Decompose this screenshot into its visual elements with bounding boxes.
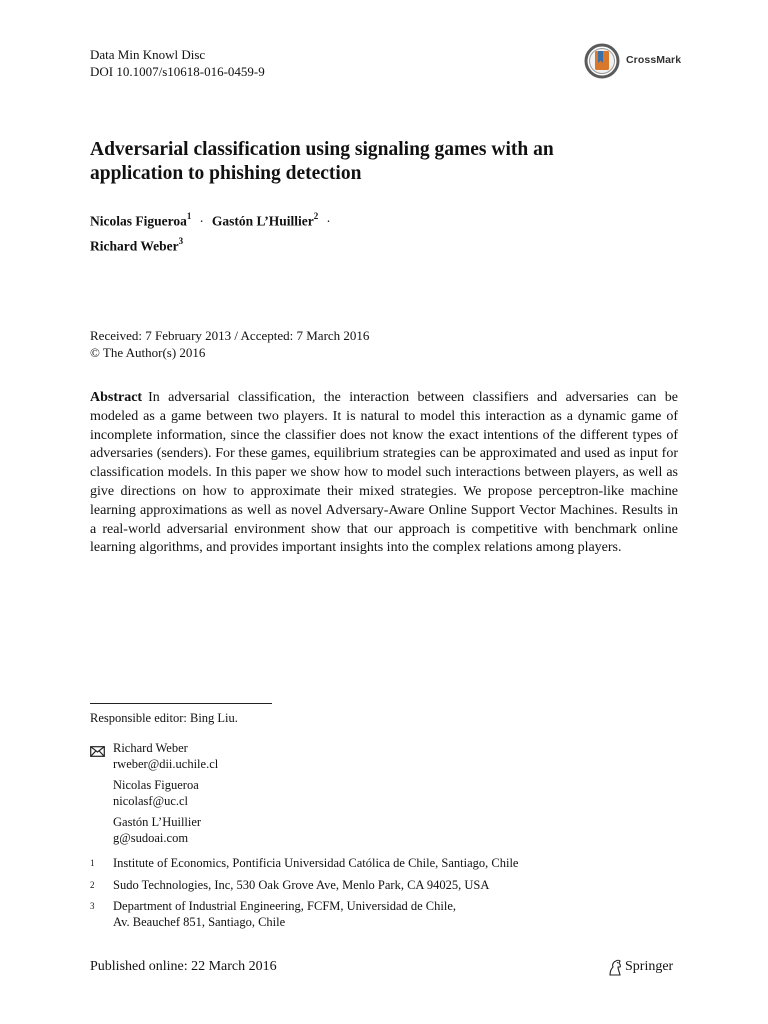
published-online: Published online: 22 March 2016 [90, 959, 277, 974]
contact-name: Nicolas Figueroa [113, 778, 199, 792]
contact-email[interactable]: rweber@dii.uchile.cl [113, 756, 219, 771]
abstract-label: Abstract [90, 390, 143, 405]
contact-email[interactable]: g@sudoai.com [113, 830, 189, 845]
contact-name: Richard Weber [113, 741, 188, 755]
affiliation-line: Av. Beauchef 851, Santiago, Chile [113, 914, 286, 929]
affiliation-line: Department of Industrial Engineering, FCFM, Universidad de Chile, [113, 899, 456, 913]
author-name[interactable]: Nicolas Figueroa [90, 213, 187, 229]
springer-horse-icon [607, 959, 623, 977]
abstract-text: In adversarial classification, the interaction between classifiers and adversaries can be modeled as a game between two players. It is natural to model this interaction as a dynamic game of incomplete information, since the classifier does not know the exact intentions of the different types of adversaries (senders). For these games, equilibrium strategies can be approximated and used as input for classification models. In this paper we show how to model such interactions between players, as well as give directions on how to approximate their mixed strategies. We propose perceptron-like machine learning approximations as well as novel Adversary-Aware Online Support Vector Machines. Results in a real-world adversarial environment show that our approach is competitive with benchmark online learning algorithms, and provides important insights into the complex relations among players. [90, 390, 678, 556]
crossmark-icon [584, 43, 622, 79]
footnote-divider [90, 703, 272, 704]
author-separator: · [326, 213, 331, 229]
affiliation-text: Institute of Economics, Pontificia Universidad Católica de Chile, Santiago, Chile [113, 856, 519, 870]
author-affil-mark: 2 [313, 211, 319, 221]
affiliation-text [113, 899, 456, 930]
crossmark-badge[interactable] [584, 43, 684, 79]
affiliation-number: 2 [90, 879, 95, 890]
contact-entry [113, 778, 218, 809]
responsible-editor: Responsible editor: Bing Liu. [90, 711, 238, 725]
journal-name: Data Min Knowl Disc [90, 47, 206, 62]
article-history [90, 327, 369, 361]
contact-email[interactable]: nicolasf@uc.cl [113, 793, 189, 808]
affiliation-number: 3 [90, 901, 95, 911]
paper-title: Adversarial classification using signaling games with an application to phishing detection [90, 139, 554, 184]
contact-entry [113, 815, 218, 846]
journal-header [90, 46, 265, 80]
affiliation-number: 1 [90, 858, 95, 868]
affiliation-item [90, 878, 690, 894]
springer-wordmark: Springer [625, 959, 674, 974]
envelope-icon [90, 744, 105, 762]
crossmark-label: CrossMark [626, 54, 682, 66]
affiliation-item [90, 899, 690, 930]
author-list [90, 207, 610, 256]
contact-entry [113, 741, 218, 772]
affiliation-list [90, 856, 690, 936]
author-separator: · [199, 213, 204, 229]
affiliation-text: Sudo Technologies, Inc, 530 Oak Grove Ave, Menlo Park, CA 94025, USA [113, 877, 490, 892]
author-affil-mark: 1 [186, 211, 192, 221]
received-accepted: Received: 7 February 2013 / Accepted: 7 March 2016 [90, 328, 370, 343]
abstract [90, 389, 678, 558]
author-name[interactable]: Gastón L’Huillier [211, 213, 314, 229]
corresponding-contacts [113, 741, 218, 852]
copyright-line: © The Author(s) 2016 [90, 345, 206, 360]
author-affil-mark: 3 [178, 235, 184, 246]
author-name[interactable]: Richard Weber [90, 238, 179, 253]
affiliation-item [90, 856, 690, 872]
journal-doi[interactable]: DOI 10.1007/s10618-016-0459-9 [90, 64, 265, 79]
contact-name: Gastón L’Huillier [113, 815, 202, 829]
